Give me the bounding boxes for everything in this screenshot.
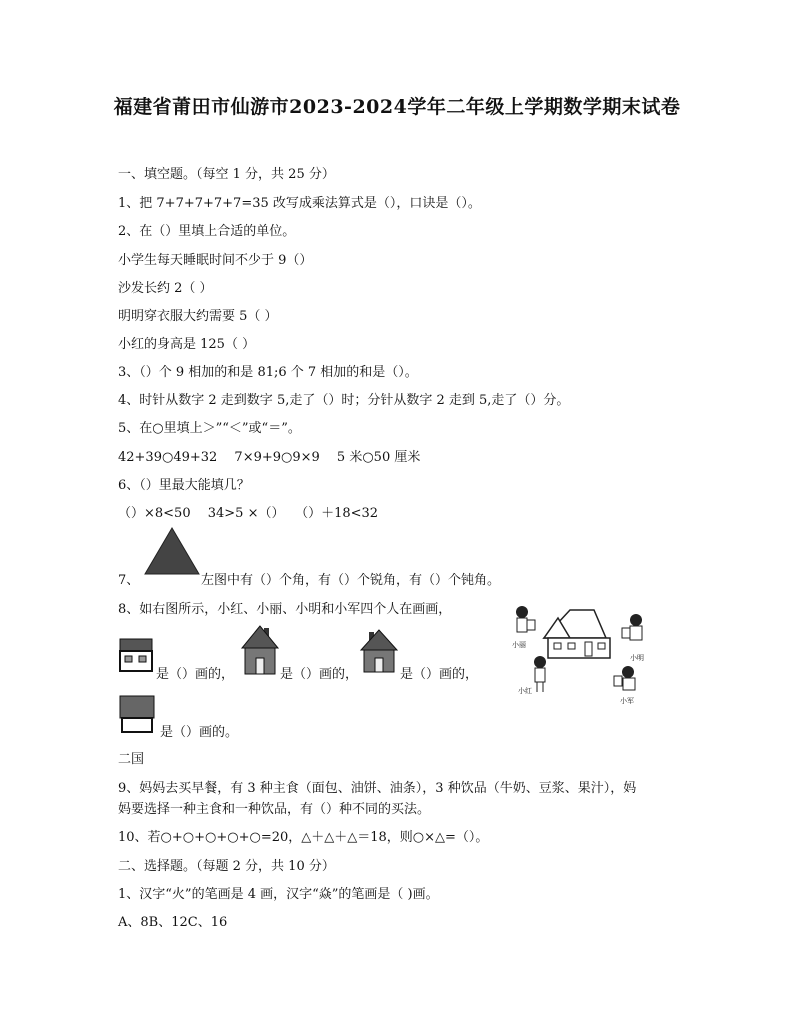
- question-8-blank-3: 是（）画的，: [400, 667, 479, 682]
- question-7: 左图中有（）个角，有（）个锐角，有（）个钝角。: [201, 573, 501, 588]
- question-5-items: 42+39○49+32 7×9+9○9×9 5 米○50 厘米: [118, 450, 421, 465]
- question-3: 3、（）个 9 相加的和是 81;6 个 7 相加的和是（）。: [118, 365, 418, 380]
- question-6: 6、（）里最大能填几？: [118, 478, 250, 493]
- question-8-blank-1: 是（）画的，: [156, 667, 235, 682]
- question-2d: 小红的身高是 125（ ）: [118, 337, 256, 352]
- question-1: 1、把 7+7+7+7+7=35 改写成乘法算式是（），口诀是（）。: [118, 196, 481, 211]
- scene-label-xiaoming: 小明: [630, 654, 644, 662]
- scene-label-xiaoli: 小丽: [512, 641, 526, 649]
- question-2b: 沙发长约 2（ ）: [118, 281, 213, 296]
- question-2a: 小学生每天睡眠时间不少于 9（）: [118, 253, 313, 268]
- house-side-view-3: [359, 628, 399, 674]
- house-top-view-4: [118, 694, 156, 734]
- triangle-figure: [143, 526, 201, 576]
- question-8-blank-4: 是（）画的。: [160, 725, 239, 740]
- house-side-view-2: [240, 624, 280, 676]
- stray-text: 二国: [118, 752, 145, 767]
- question-8-blank-2: 是（）画的，: [280, 667, 359, 682]
- question-9-line-2: 妈要选择一种主食和一种饮品，有（）种不同的买法。: [118, 802, 431, 817]
- question-8: 8、如右图所示，小红、小丽、小明和小军四个人在画画，: [118, 602, 452, 617]
- house-front-view-1: [118, 637, 154, 673]
- question-4: 4、时针从数字 2 走到数字 5,走了（）时；分针从数字 2 走到 5,走了（）分。: [118, 393, 570, 408]
- question-2c: 明明穿衣服大约需要 5（ ）: [118, 309, 278, 324]
- section-2-question-1-options: A、8B、12C、16: [118, 915, 228, 930]
- scene-label-xiaojun: 小军: [620, 697, 634, 705]
- question-7-number: 7、: [118, 573, 140, 588]
- question-2: 2、在（）里填上合适的单位。: [118, 224, 296, 239]
- section-1-heading: 一、填空题。（每空 1 分，共 25 分）: [118, 167, 335, 182]
- question-10: 10、若○+○+○+○+○=20，△＋△＋△＝18，则○×△=（）。: [118, 830, 489, 845]
- section-2-question-1: 1、汉字“火”的笔画是 4 画，汉字“焱”的笔画是（ )画。: [118, 887, 439, 902]
- scene-label-xiaohong: 小红: [518, 687, 532, 695]
- page-title: 福建省莆田市仙游市2023-2024学年二年级上学期数学期末试卷: [113, 96, 681, 118]
- section-2-heading: 二、选择题。（每题 2 分，共 10 分）: [118, 859, 335, 874]
- question-5: 5、在○里填上＞”“＜”或“＝”。: [118, 421, 301, 436]
- question-9-line-1: 9、妈妈去买早餐，有 3 种主食（面包、油饼、油条），3 种饮品（牛奶、豆浆、果汁），妈: [118, 781, 637, 796]
- question-6-items: （）×8<50 34>5 ×（） （）＋18<32: [118, 506, 379, 521]
